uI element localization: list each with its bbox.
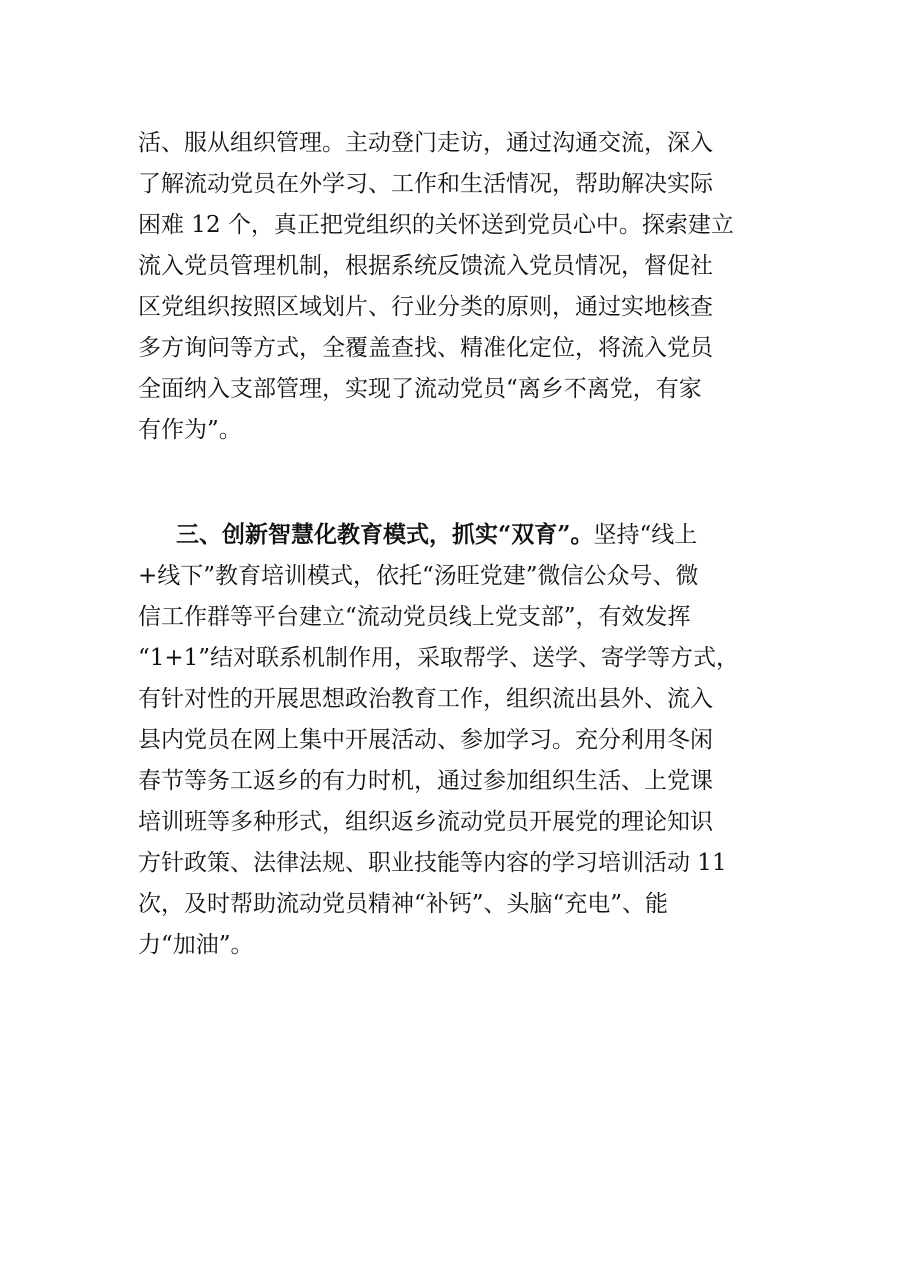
text-line: 次，及时帮助流动党员精神“补钙”、头脑“充电”、能: [138, 891, 669, 917]
heading-trailing-text: 坚持“线上: [593, 522, 698, 548]
text-line: 有针对性的开展思想政治教育工作，组织流出县外、流入: [138, 686, 713, 712]
text-line: 困难 12 个，真正把党组织的关怀送到党员心中。探索建立: [138, 212, 734, 238]
text-line: 方针政策、法律法规、职业技能等内容的学习培训活动 11: [138, 850, 727, 876]
text-line: 力“加油”。: [138, 932, 254, 958]
text-line: 流入党员管理机制，根据系统反馈流入党员情况，督促社: [138, 253, 713, 279]
text-line: 培训班等多种形式，组织返乡流动党员开展党的理论知识: [138, 809, 713, 835]
section-heading: 三、创新智慧化教育模式，抓实“双育”。: [176, 521, 594, 548]
text-line: 多方询问等方式，全覆盖查找、精准化定位，将流入党员: [138, 335, 713, 361]
text-line: “1+1”结对联系机制作用，采取帮学、送学、寄学等方式，: [138, 645, 740, 671]
text-line: 春节等务工返乡的有力时机，通过参加组织生活、上党课: [138, 768, 713, 794]
text-line: 有作为”。: [138, 417, 242, 443]
text-line: 县内党员在网上集中开展活动、参加学习。充分利用冬闲: [138, 727, 713, 753]
text-line: 信工作群等平台建立“流动党员线上党支部”，有效发挥: [138, 604, 691, 630]
text-line: 活、服从组织管理。主动登门走访，通过沟通交流，深入: [138, 130, 713, 156]
text-line: 了解流动党员在外学习、工作和生活情况，帮助解决实际: [138, 171, 713, 197]
text-line: 区党组织按照区域划片、行业分类的原则，通过实地核查: [138, 294, 713, 320]
text-line: 全面纳入支部管理，实现了流动党员“离乡不离党，有家: [138, 376, 702, 402]
text-line: +线下”教育培训模式，依托“汤旺党建”微信公众号、微: [138, 563, 699, 589]
paragraph-first-line: [176, 520, 697, 550]
